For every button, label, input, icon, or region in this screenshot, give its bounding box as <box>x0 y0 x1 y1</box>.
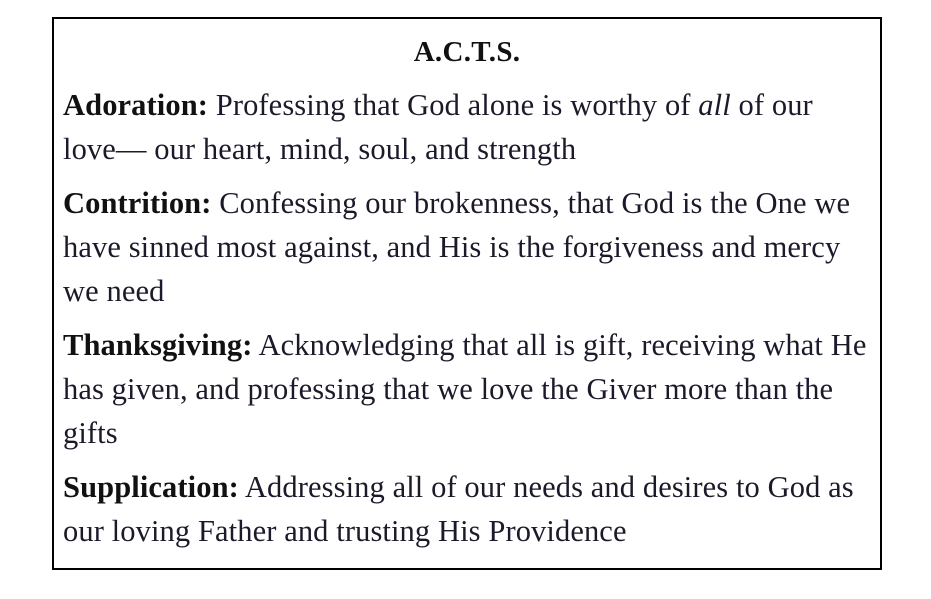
definition-adoration-part1: Professing that God alone is worthy of <box>208 88 699 122</box>
definition-supplication: Addressing all of our needs and desires to God as our loving Father and trusting His Providence <box>63 470 854 548</box>
definition-adoration-part2: of our love— our heart, mind, soul, and strength <box>63 88 813 166</box>
definition-thanksgiving: Acknowledging that all is gift, receiving what He has given, and professing that we love the Giver more than the gifts <box>63 328 867 450</box>
document-title: A.C.T.S. <box>413 36 521 68</box>
entry-supplication <box>63 465 872 553</box>
definition-contrition: Confessing our brokenness, that God is the One we have sinned most against, and His is the forgiveness and mercy we need <box>63 186 851 308</box>
entry-adoration <box>63 83 872 171</box>
term-thanksgiving: Thanksgiving: <box>63 328 253 362</box>
definition-adoration-emphasis: all <box>698 88 731 122</box>
acts-box <box>52 17 882 570</box>
term-supplication: Supplication: <box>63 470 239 504</box>
entry-contrition <box>63 181 872 313</box>
term-contrition: Contrition: <box>63 186 212 220</box>
entry-thanksgiving <box>63 323 872 455</box>
term-adoration: Adoration: <box>63 88 209 122</box>
